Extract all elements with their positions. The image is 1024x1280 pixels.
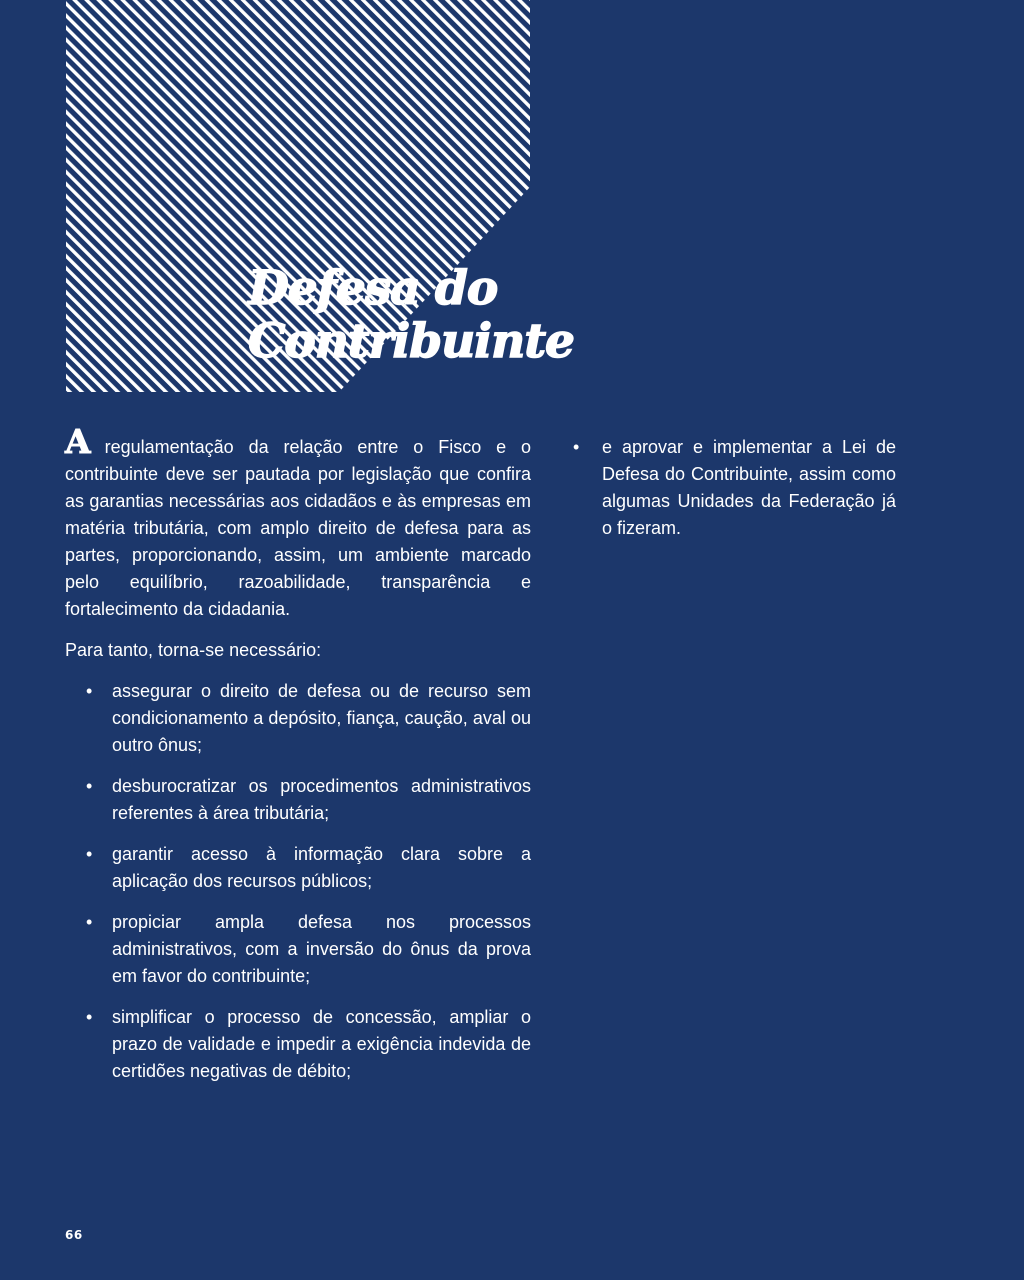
- list-item-text: assegurar o direito de defesa ou de recurso sem condicionamento a depósito, fiança, caução, aval ou outro ônus;: [112, 681, 531, 755]
- lead-text: regulamentação da relação entre o Fisco e o contribuinte deve ser pautada por legislação que confira as garantias necessárias aos cidadãos e às empresas em matéria tributária, com amplo direito de defesa para as partes, proporcionando, assim, um ambiente marcado pelo equilíbrio, razoabilidade, transparência e fortalecimento da cidadania.: [65, 437, 531, 619]
- list-item-text: propiciar ampla defesa nos processos administrativos, com a inversão do ônus da prova em favor do contribuinte;: [112, 912, 531, 986]
- list-item: [573, 434, 896, 542]
- lead-paragraph: [65, 422, 531, 623]
- bullet-icon: •: [86, 912, 93, 932]
- page-number: 66: [65, 1228, 83, 1242]
- right-column: [573, 434, 896, 542]
- intro-paragraph: Para tanto, torna-se necessário:: [65, 640, 322, 660]
- requirements-list: [65, 678, 531, 1085]
- bullet-icon: •: [86, 844, 93, 864]
- title-line-2: Contribuinte: [248, 314, 574, 369]
- list-item-text: garantir acesso à informação clara sobre a aplicação dos recursos públicos;: [112, 844, 531, 891]
- list-item-text: desburocratizar os procedimentos administrativos referentes à área tributária;: [112, 776, 531, 823]
- list-item: [65, 678, 531, 759]
- bullet-icon: •: [573, 437, 580, 457]
- list-item: [65, 909, 531, 990]
- drop-cap: A: [65, 422, 91, 461]
- requirements-list-continued: [573, 434, 896, 542]
- left-column: [65, 422, 531, 1099]
- list-item: [65, 1004, 531, 1085]
- title-line-1: Defesa do: [248, 261, 498, 316]
- bullet-icon: •: [86, 681, 93, 701]
- bullet-icon: •: [86, 1007, 93, 1027]
- page-title: [248, 262, 574, 368]
- list-item-text: simplificar o processo de concessão, ampliar o prazo de validade e impedir a exigência indevida de certidões negativas de débito;: [112, 1007, 531, 1081]
- list-item-text: e aprovar e implementar a Lei de Defesa do Contribuinte, assim como algumas Unidades da Federação já o fizeram.: [602, 437, 896, 538]
- list-item: [65, 773, 531, 827]
- bullet-icon: •: [86, 776, 93, 796]
- list-item: [65, 841, 531, 895]
